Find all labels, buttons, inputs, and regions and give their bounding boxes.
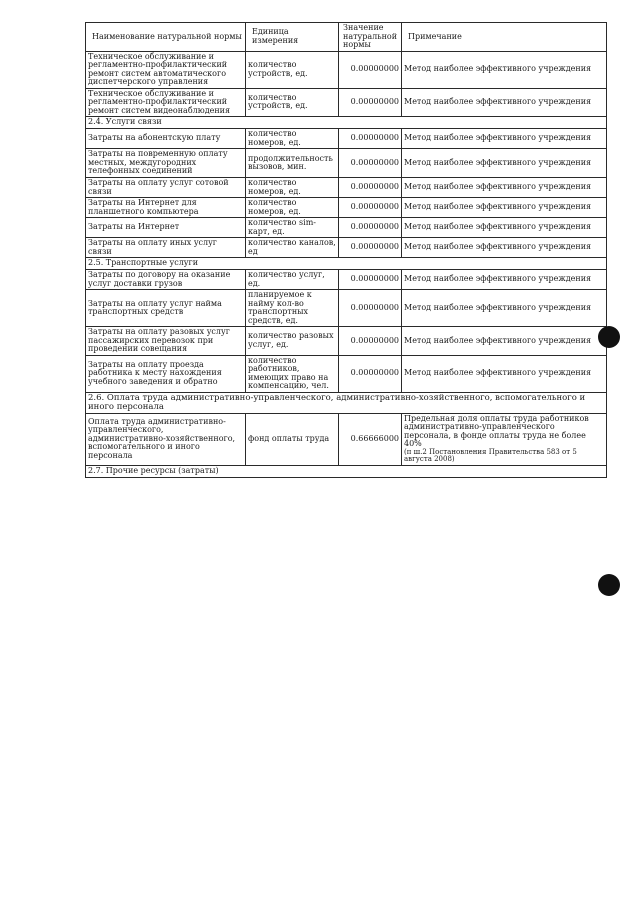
cell-value: 0.00000000	[339, 88, 402, 117]
cell-note: Метод наиболее эффективного учреждения	[402, 238, 607, 258]
note-main: Предельная доля оплаты труда работников административно-управленческого персонала, в фонде оплаты труда не более 40%	[404, 413, 589, 448]
header-unit: Единица измерения	[246, 23, 339, 52]
section-row	[86, 392, 607, 413]
cell-unit: количество работников, имеющих право на компенсацию, чел.	[246, 355, 339, 392]
cell-name: Техническое обслуживание и регламентно-профилактический ремонт систем видеонаблюдения	[86, 88, 246, 117]
cell-value: 0.00000000	[339, 290, 402, 327]
cell-value: 0.00000000	[339, 149, 402, 178]
cell-note: Метод наиболее эффективного учреждения	[402, 290, 607, 327]
cell-note: Метод наиболее эффективного учреждения	[402, 270, 607, 290]
cell-unit: количество устройств, ед.	[246, 51, 339, 88]
table-row	[86, 218, 607, 238]
section-row	[86, 465, 607, 477]
section-title: 2.6. Оплата труда административно-управленческого, административно-хозяйственного, вспомогательного и иного персонала	[86, 392, 607, 413]
cell-value: 0.00000000	[339, 51, 402, 88]
cell-value: 0.00000000	[339, 178, 402, 198]
table-row	[86, 51, 607, 88]
cell-note: Метод наиболее эффективного учреждения	[402, 355, 607, 392]
cell-name: Затраты на абонентскую плату	[86, 129, 246, 149]
section-title: 2.5. Транспортные услуги	[86, 258, 607, 270]
note-reference: (п ш.2 Постановления Правительства 583 от 5 августа 2008)	[404, 447, 577, 464]
cell-unit: количество услуг, ед.	[246, 270, 339, 290]
norms-table	[85, 22, 607, 478]
cell-name: Оплата труда административно-управленческого, административно-хозяйственного, вспомогательного и иного персонала	[86, 413, 246, 465]
cell-unit: количество каналов, ед	[246, 238, 339, 258]
cell-note: Метод наиболее эффективного учреждения	[402, 218, 607, 238]
cell-unit: фонд оплаты труда	[246, 413, 339, 465]
section-row	[86, 258, 607, 270]
cell-unit: продолжительность вызовов, мин.	[246, 149, 339, 178]
cell-note: Метод наиболее эффективного учреждения	[402, 327, 607, 356]
cell-note: Метод наиболее эффективного учреждения	[402, 149, 607, 178]
table-row	[86, 270, 607, 290]
header-value: Значение натуральной нормы	[339, 23, 402, 52]
table-row	[86, 198, 607, 218]
punch-hole-top	[598, 326, 620, 348]
cell-unit: количество номеров, ед.	[246, 178, 339, 198]
table-row	[86, 88, 607, 117]
table-header-row	[86, 23, 607, 52]
cell-name: Затраты на повременную оплату местных, междугородних телефонных соединений	[86, 149, 246, 178]
cell-value: 0.00000000	[339, 327, 402, 356]
cell-unit: планируемое к найму кол-во транспортных средств, ед.	[246, 290, 339, 327]
cell-value: 0.00000000	[339, 198, 402, 218]
table-row	[86, 413, 607, 465]
section-title: 2.7. Прочие ресурсы (затраты)	[86, 465, 607, 477]
cell-note: Метод наиболее эффективного учреждения	[402, 88, 607, 117]
cell-name: Затраты на Интернет	[86, 218, 246, 238]
cell-value: 0.00000000	[339, 218, 402, 238]
cell-name: Затраты на оплату услуг найма транспортных средств	[86, 290, 246, 327]
cell-unit: количество sim-карт, ед.	[246, 218, 339, 238]
cell-name: Затраты по договору на оказание услуг доставки грузов	[86, 270, 246, 290]
cell-note: Метод наиболее эффективного учреждения	[402, 129, 607, 149]
cell-unit: количество номеров, ед.	[246, 129, 339, 149]
cell-value: 0.00000000	[339, 238, 402, 258]
cell-value: 0.00000000	[339, 270, 402, 290]
table-row	[86, 149, 607, 178]
section-row	[86, 117, 607, 129]
punch-hole-bottom	[598, 574, 620, 596]
cell-name: Затраты на оплату иных услуг связи	[86, 238, 246, 258]
cell-value: 0.00000000	[339, 355, 402, 392]
cell-unit: количество разовых услуг, ед.	[246, 327, 339, 356]
table-row	[86, 327, 607, 356]
cell-note: Метод наиболее эффективного учреждения	[402, 198, 607, 218]
cell-note	[402, 413, 607, 465]
cell-value: 0.66666000	[339, 413, 402, 465]
table-row	[86, 290, 607, 327]
section-title: 2.4. Услуги связи	[86, 117, 607, 129]
cell-unit: количество номеров, ед.	[246, 198, 339, 218]
cell-value: 0.00000000	[339, 129, 402, 149]
cell-name: Техническое обслуживание и регламентно-профилактический ремонт систем автоматического диспетчерского управления	[86, 51, 246, 88]
cell-name: Затраты на Интернет для планшетного компьютера	[86, 198, 246, 218]
header-note: Примечание	[402, 23, 607, 52]
header-name: Наименование натуральной нормы	[86, 23, 246, 52]
cell-name: Затраты на оплату услуг сотовой связи	[86, 178, 246, 198]
table-row	[86, 178, 607, 198]
table-row	[86, 355, 607, 392]
cell-note: Метод наиболее эффективного учреждения	[402, 178, 607, 198]
table-row	[86, 238, 607, 258]
table-row	[86, 129, 607, 149]
cell-unit: количество устройств, ед.	[246, 88, 339, 117]
cell-name: Затраты на оплату разовых услуг пассажирских перевозок при проведении совещания	[86, 327, 246, 356]
cell-name: Затраты на оплату проезда работника к месту нахождения учебного заведения и обратно	[86, 355, 246, 392]
cell-note: Метод наиболее эффективного учреждения	[402, 51, 607, 88]
